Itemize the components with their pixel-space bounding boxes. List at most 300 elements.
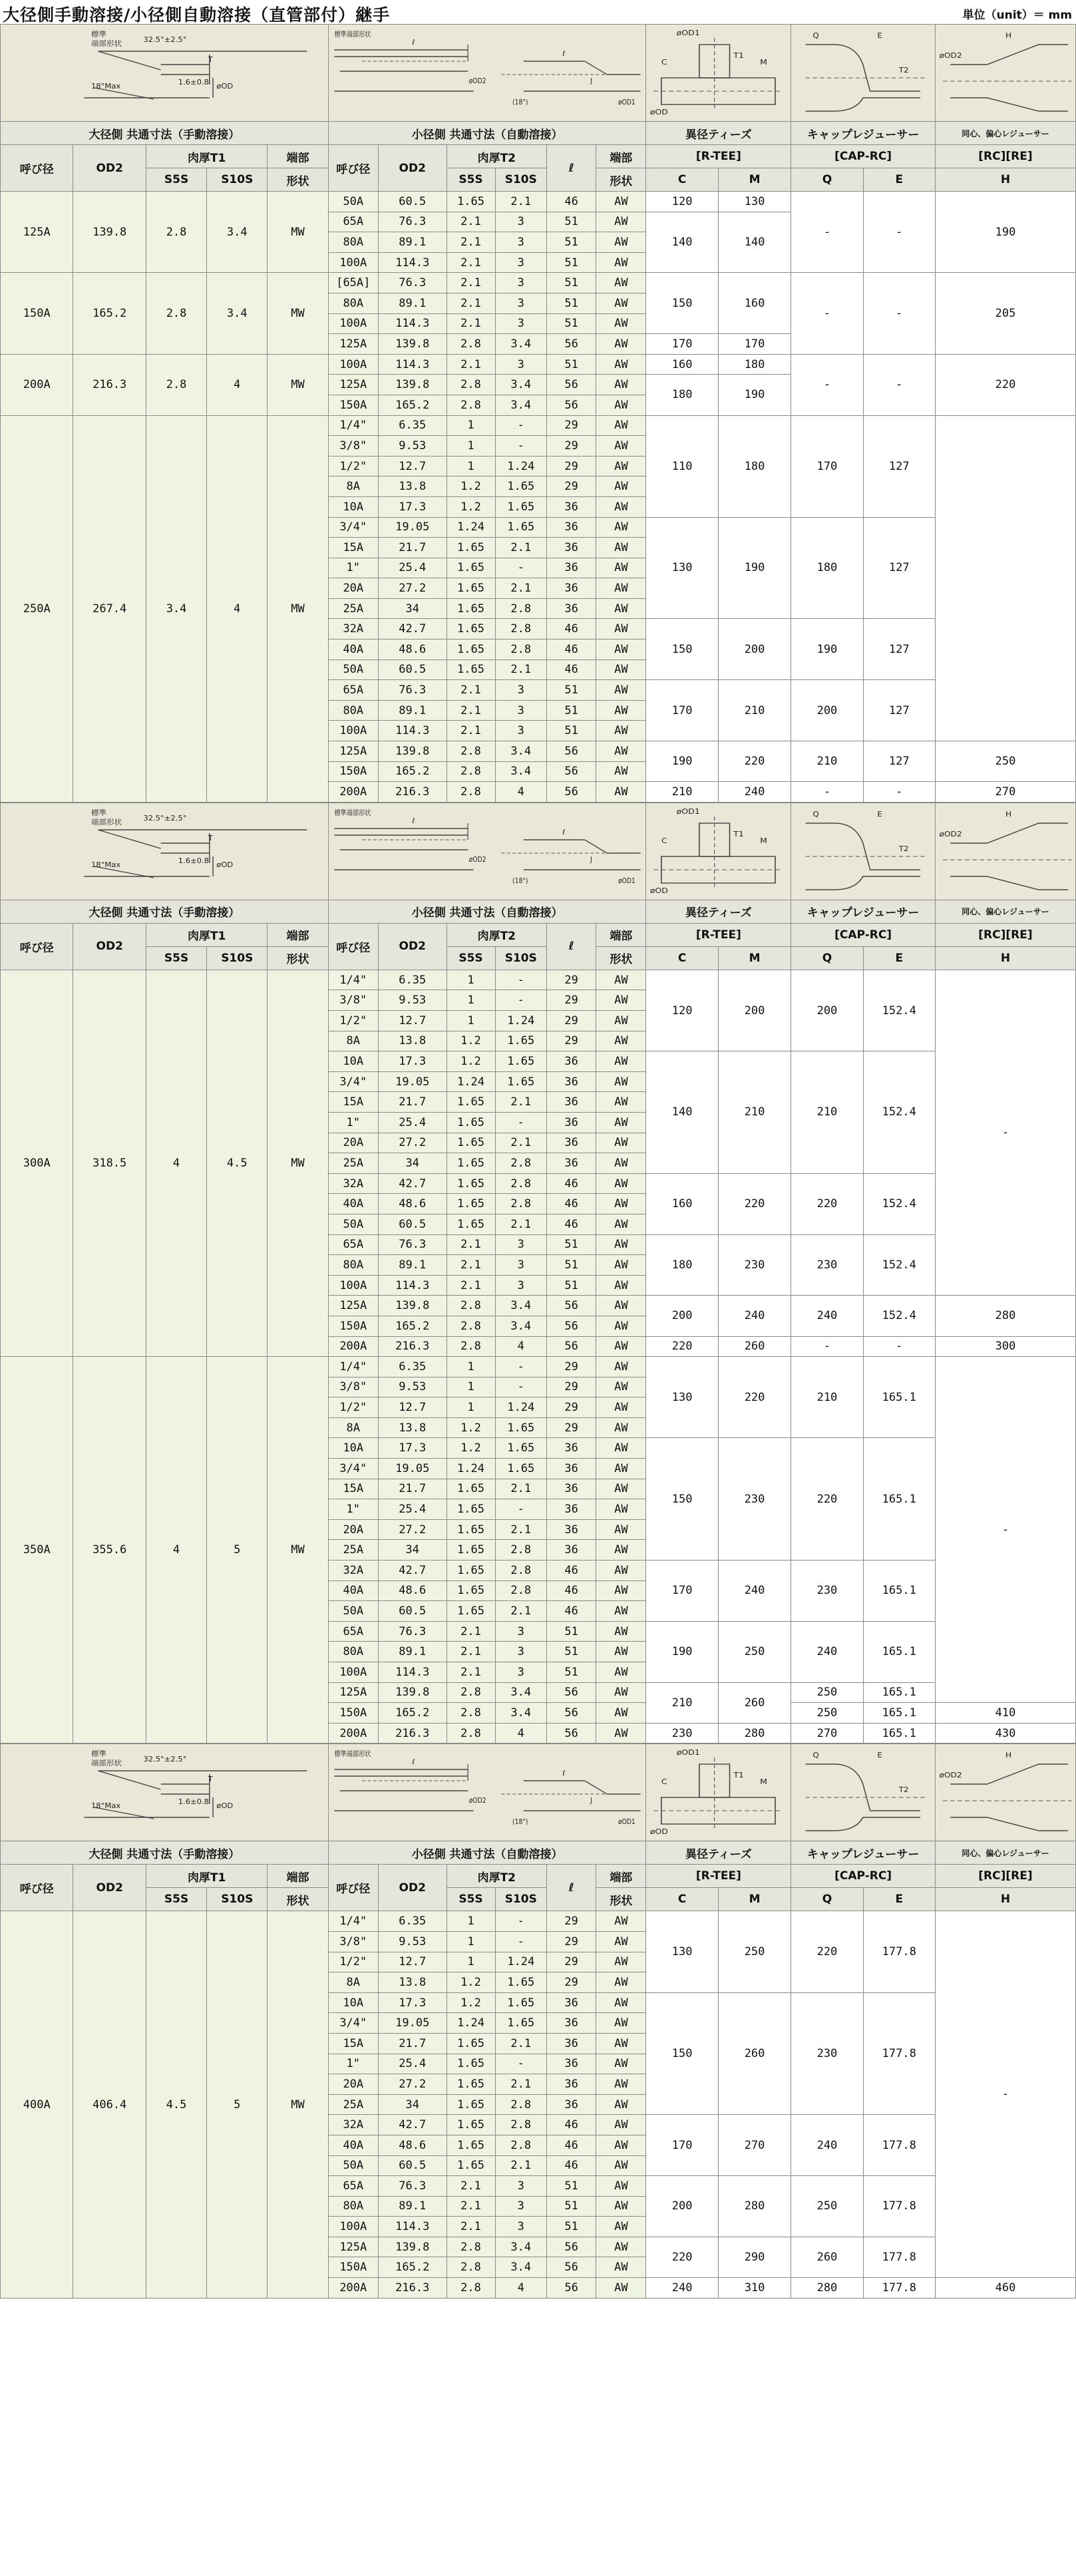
small-t2-s10s: 3.4 xyxy=(495,1682,547,1703)
cap-q: 210 xyxy=(791,1051,863,1174)
tee-m: 250 xyxy=(718,1911,791,1992)
cap-q: - xyxy=(791,782,863,803)
label-e: E xyxy=(877,1750,883,1760)
large-t1-s10s: 4 xyxy=(207,415,268,802)
small-nominal-size: 25A xyxy=(328,1153,378,1174)
small-end-shape: AW xyxy=(596,1723,646,1744)
small-length: 56 xyxy=(547,1703,596,1724)
small-nominal-size: 100A xyxy=(328,354,378,375)
label-end-shape: 端部形状 xyxy=(90,818,122,827)
label-od2-rc: øOD2 xyxy=(939,1770,962,1780)
small-od2: 42.7 xyxy=(378,1173,447,1194)
large-t1-s5s: 4 xyxy=(146,1357,206,1744)
e-header: E xyxy=(863,946,935,970)
small-end-shape: AW xyxy=(596,1336,646,1357)
small-end-shape: AW xyxy=(596,2278,646,2299)
cap-e: 177.8 xyxy=(863,2115,935,2176)
large-t1-s10s: 5 xyxy=(207,1911,268,2298)
small-length: 36 xyxy=(547,538,596,558)
table-row xyxy=(1,970,1076,990)
small-t2-s5s: 1.65 xyxy=(447,1580,495,1601)
label-t2: T2 xyxy=(899,1785,909,1795)
small-nominal-size: 3/4" xyxy=(328,517,378,538)
large-t1-s5s: 2.8 xyxy=(146,354,206,415)
reducer-code: [RC][RE] xyxy=(935,1865,1075,1888)
tee-c: 150 xyxy=(646,619,718,680)
small-t2-s5s: 1.2 xyxy=(447,1438,495,1459)
small-t2-s5s: 2.1 xyxy=(447,1662,495,1683)
label-l-1: ℓ xyxy=(412,39,415,47)
label-m: M xyxy=(760,836,768,845)
small-end-shape: AW xyxy=(596,659,646,680)
cap-e: 165.1 xyxy=(863,1682,935,1703)
label-t: T xyxy=(208,834,213,842)
small-nominal-size: 100A xyxy=(328,1662,378,1683)
cap-code: [CAP-RC] xyxy=(791,145,936,168)
small-od2: 216.3 xyxy=(378,1336,447,1357)
small-nominal-size: 20A xyxy=(328,1133,378,1153)
small-length: 29 xyxy=(547,1931,596,1952)
small-s5s-header: S5S xyxy=(447,168,495,192)
small-nominal-size: 8A xyxy=(328,1972,378,1993)
od2-header: OD2 xyxy=(73,145,146,192)
label-h: H xyxy=(1005,809,1012,819)
small-nominal-size: 1/4" xyxy=(328,1357,378,1378)
small-side-header: 小径側 共通寸法（自動溶接） xyxy=(328,900,646,923)
label-od-tee: øOD xyxy=(650,107,669,116)
tee-diagram-cell xyxy=(646,25,791,122)
small-end-shape: AW xyxy=(596,1417,646,1438)
small-end-shape: AW xyxy=(596,1397,646,1418)
small-od2: 114.3 xyxy=(378,721,447,741)
small-od2-header: OD2 xyxy=(378,1865,447,1911)
small-od2: 21.7 xyxy=(378,2033,447,2054)
small-length: 36 xyxy=(547,2074,596,2095)
tee-c: 150 xyxy=(646,273,718,334)
large-od2: 165.2 xyxy=(73,273,146,354)
label-q: Q xyxy=(812,31,819,40)
small-end-shape: AW xyxy=(596,1459,646,1479)
label-od1: øOD1 xyxy=(618,1818,635,1827)
h-header: H xyxy=(935,946,1075,970)
label-standard: 標準 xyxy=(90,809,107,817)
cap-e: - xyxy=(863,354,935,415)
small-t2-s5s: 2.1 xyxy=(447,1234,495,1255)
small-length: 36 xyxy=(547,1438,596,1459)
small-od2: 17.3 xyxy=(378,1438,447,1459)
tee-m: 260 xyxy=(718,1682,791,1723)
small-t2-s10s: 3.4 xyxy=(495,1703,547,1724)
tee-m: 270 xyxy=(718,2115,791,2176)
ell-header: ℓ xyxy=(547,1865,596,1911)
tee-diagram-cell xyxy=(646,1744,791,1841)
table-row xyxy=(1,1357,1076,1378)
small-nominal-size: 80A xyxy=(328,293,378,313)
header-row xyxy=(1,900,1076,923)
small-end-shape: AW xyxy=(596,1051,646,1072)
label-t: T xyxy=(208,55,213,64)
small-od2: 27.2 xyxy=(378,2074,447,2095)
small-length: 36 xyxy=(547,598,596,619)
small-length: 29 xyxy=(547,970,596,990)
small-t2-s10s: 1.65 xyxy=(495,476,547,497)
pipe-diagram-cell xyxy=(328,803,646,900)
small-t2-s5s: 1.65 xyxy=(447,1173,495,1194)
small-t2-s10s: 1.65 xyxy=(495,1972,547,1993)
label-l-2: ℓ xyxy=(562,50,565,59)
label-t1: T1 xyxy=(733,829,745,838)
small-od2: 165.2 xyxy=(378,1316,447,1336)
small-nominal-size: 100A xyxy=(328,252,378,273)
small-end-shape: AW xyxy=(596,395,646,415)
small-length: 56 xyxy=(547,761,596,782)
small-length: 36 xyxy=(547,1479,596,1499)
small-end-shape: AW xyxy=(596,2054,646,2074)
label-od2-rc: øOD2 xyxy=(939,51,962,60)
label-od: øOD xyxy=(216,860,234,869)
small-t2-s10s: 3.4 xyxy=(495,1296,547,1316)
label-od-tee: øOD xyxy=(650,886,669,895)
small-od2: 165.2 xyxy=(378,1703,447,1724)
cap-e: 127 xyxy=(863,680,935,741)
cap-q: 250 xyxy=(791,2176,863,2237)
reducer-h: - xyxy=(935,970,1075,1296)
small-nominal-size: 1/2" xyxy=(328,456,378,476)
small-length: 46 xyxy=(547,619,596,640)
small-t2-s5s: 2.8 xyxy=(447,1296,495,1316)
small-end-header: 端部 xyxy=(596,145,646,168)
small-t2-s10s: 3.4 xyxy=(495,375,547,395)
small-nominal-size: 32A xyxy=(328,1561,378,1581)
tee-diagram xyxy=(646,803,791,900)
small-s10s-header: S10S xyxy=(495,1888,547,1911)
small-t2-s10s: 2.8 xyxy=(495,2135,547,2155)
cap-q: 240 xyxy=(791,1621,863,1682)
tee-c: 210 xyxy=(646,1682,718,1723)
small-t2-s10s: 2.8 xyxy=(495,2094,547,2115)
label-t1: T1 xyxy=(733,51,745,60)
small-end-shape: AW xyxy=(596,990,646,1011)
label-angle: 32.5°±2.5° xyxy=(143,1755,187,1764)
small-t2-s5s: 2.8 xyxy=(447,1336,495,1357)
small-end-shape: AW xyxy=(596,375,646,395)
small-t2-s10s: 1.65 xyxy=(495,1992,547,2013)
small-end-shape: AW xyxy=(596,619,646,640)
cap-q: 240 xyxy=(791,1296,863,1336)
small-t2-s5s: 1.2 xyxy=(447,1417,495,1438)
label-od1: øOD1 xyxy=(618,98,635,107)
small-end-shape: AW xyxy=(596,578,646,599)
reducer-h: 205 xyxy=(935,273,1075,354)
small-t2-s5s: 1 xyxy=(447,436,495,457)
small-end-shape: AW xyxy=(596,1601,646,1622)
small-end-shape: AW xyxy=(596,1173,646,1194)
cap-e: 165.1 xyxy=(863,1438,935,1561)
large-nominal-size: 250A xyxy=(1,415,73,802)
label-od: øOD xyxy=(216,1801,234,1811)
small-od2: 21.7 xyxy=(378,538,447,558)
small-end-shape: AW xyxy=(596,1499,646,1520)
small-t2-s5s: 1.65 xyxy=(447,1540,495,1561)
cap-q: - xyxy=(791,354,863,415)
small-end-shape: AW xyxy=(596,1296,646,1316)
small-side-header: 小径側 共通寸法（自動溶接） xyxy=(328,1841,646,1865)
reducer-code: [RC][RE] xyxy=(935,923,1075,946)
tee-diagram xyxy=(646,1744,791,1841)
small-nominal-size: 32A xyxy=(328,1173,378,1194)
small-nominal-size: 1" xyxy=(328,1499,378,1520)
cap-e: 152.4 xyxy=(863,1296,935,1336)
small-end-shape: AW xyxy=(596,1357,646,1378)
small-nominal-size: 50A xyxy=(328,1214,378,1234)
cap-e: 152.4 xyxy=(863,1173,935,1234)
small-t2-s5s: 2.8 xyxy=(447,1703,495,1724)
spec-table xyxy=(0,24,1076,803)
small-end-shape: AW xyxy=(596,354,646,375)
large-t1-s5s: 4 xyxy=(146,970,206,1356)
small-t2-s5s: 2.1 xyxy=(447,354,495,375)
small-od2: 216.3 xyxy=(378,782,447,803)
label-od1-tee: øOD1 xyxy=(677,1748,701,1757)
small-length: 51 xyxy=(547,313,596,334)
cap-q: 220 xyxy=(791,1911,863,1992)
cap-e: 177.8 xyxy=(863,2278,935,2299)
label-j: J xyxy=(590,856,592,864)
pipe-diagram-cell xyxy=(328,1744,646,1841)
small-od2: 76.3 xyxy=(378,680,447,701)
small-t2-s5s: 1.65 xyxy=(447,1153,495,1174)
nominal-header: 呼び径 xyxy=(1,145,73,192)
small-end-shape: AW xyxy=(596,517,646,538)
small-length: 46 xyxy=(547,1601,596,1622)
tee-c: 110 xyxy=(646,415,718,517)
small-t2-s5s: 1.65 xyxy=(447,1561,495,1581)
small-end-shape: AW xyxy=(596,2196,646,2217)
small-length: 36 xyxy=(547,496,596,517)
small-length: 51 xyxy=(547,273,596,293)
small-t2-s5s: 1 xyxy=(447,1357,495,1378)
tee-code: [R-TEE] xyxy=(646,1865,791,1888)
small-t2-s5s: 2.1 xyxy=(447,1255,495,1276)
small-nominal-size: 32A xyxy=(328,619,378,640)
small-t2-s10s: - xyxy=(495,1931,547,1952)
small-od2: 6.35 xyxy=(378,1911,447,1932)
small-length: 56 xyxy=(547,395,596,415)
small-t2-s5s: 2.1 xyxy=(447,293,495,313)
header-row xyxy=(1,145,1076,168)
small-nominal-size: 80A xyxy=(328,1642,378,1662)
small-t2-s5s: 1.65 xyxy=(447,1214,495,1234)
small-nominal-size: 40A xyxy=(328,1194,378,1214)
tee-c: 150 xyxy=(646,1992,718,2115)
small-nominal-size: 15A xyxy=(328,1479,378,1499)
small-length: 36 xyxy=(547,1092,596,1113)
small-t2-s10s: 2.8 xyxy=(495,2115,547,2135)
large-nominal-size: 125A xyxy=(1,192,73,273)
small-length: 36 xyxy=(547,1112,596,1133)
cap-q: 220 xyxy=(791,1438,863,1561)
small-length: 46 xyxy=(547,1561,596,1581)
small-nominal-size: 200A xyxy=(328,2278,378,2299)
small-od2: 42.7 xyxy=(378,1561,447,1581)
small-t2-s5s: 1.65 xyxy=(447,1112,495,1133)
small-t2-s10s: 2.8 xyxy=(495,1540,547,1561)
label-std-end-shape: 標準端部形状 xyxy=(334,809,371,818)
cap-q: 180 xyxy=(791,517,863,619)
small-t2-s10s: 2.8 xyxy=(495,1173,547,1194)
label-range: 1.6±0.8 xyxy=(178,856,209,865)
small-od2: 60.5 xyxy=(378,659,447,680)
label-max: 18°Max xyxy=(90,1801,121,1811)
nominal-header: 呼び径 xyxy=(1,1865,73,1911)
tee-c: 230 xyxy=(646,1723,718,1744)
small-nominal-size: 1/4" xyxy=(328,1911,378,1932)
tee-c: 130 xyxy=(646,1911,718,1992)
small-length: 56 xyxy=(547,1336,596,1357)
small-end-shape: AW xyxy=(596,1703,646,1724)
small-length: 36 xyxy=(547,1499,596,1520)
small-od2: 114.3 xyxy=(378,354,447,375)
small-end-shape: AW xyxy=(596,1071,646,1092)
small-t2-s10s: 1.24 xyxy=(495,1011,547,1031)
small-t2-s5s: 1.65 xyxy=(447,619,495,640)
small-t2-s10s: 2.1 xyxy=(495,578,547,599)
small-t2-s5s: 1.65 xyxy=(447,1092,495,1113)
small-t2-s5s: 1.65 xyxy=(447,578,495,599)
small-t2-s10s: 1.65 xyxy=(495,1071,547,1092)
small-nominal-size: 8A xyxy=(328,1031,378,1051)
small-nominal-size: 150A xyxy=(328,761,378,782)
label-angle: 32.5°±2.5° xyxy=(143,35,187,44)
c-header: C xyxy=(646,946,718,970)
small-length: 46 xyxy=(547,1214,596,1234)
small-t2-s5s: 2.1 xyxy=(447,1621,495,1642)
small-od2: 19.05 xyxy=(378,1071,447,1092)
small-end-shape: AW xyxy=(596,1092,646,1113)
tee-m: 290 xyxy=(718,2237,791,2277)
end-shape-diagram xyxy=(1,803,328,900)
small-nominal-size: 10A xyxy=(328,1438,378,1459)
tee-c: 220 xyxy=(646,2237,718,2277)
cap-q: - xyxy=(791,192,863,273)
small-s10s-header: S10S xyxy=(495,168,547,192)
diagram-row xyxy=(1,803,1076,900)
small-nominal-size: 15A xyxy=(328,538,378,558)
m-header: M xyxy=(718,168,791,192)
diagram-row xyxy=(1,25,1076,122)
small-length: 36 xyxy=(547,578,596,599)
small-t2-s5s: 1.65 xyxy=(447,659,495,680)
small-end-shape: AW xyxy=(596,1316,646,1336)
label-c: C xyxy=(661,57,668,67)
cap-q: 230 xyxy=(791,1561,863,1622)
page-header xyxy=(0,0,1076,24)
small-end-shape: AW xyxy=(596,1519,646,1540)
reducer-h: 300 xyxy=(935,1336,1075,1357)
small-nominal-size: 125A xyxy=(328,741,378,762)
small-t2-s5s: 1.24 xyxy=(447,517,495,538)
small-od2: 114.3 xyxy=(378,1275,447,1296)
small-t2-s10s: - xyxy=(495,2054,547,2074)
small-end-shape: AW xyxy=(596,1931,646,1952)
end-shape-diagram-cell xyxy=(1,25,329,122)
small-end-shape: AW xyxy=(596,2135,646,2155)
cap-e: 177.8 xyxy=(863,2237,935,2277)
small-od2: 139.8 xyxy=(378,1682,447,1703)
small-nominal-size: 3/4" xyxy=(328,2013,378,2034)
large-side-header: 大径側 共通寸法（手動溶接） xyxy=(1,1841,329,1865)
ell-header: ℓ xyxy=(547,923,596,970)
small-length: 36 xyxy=(547,1133,596,1153)
spec-table xyxy=(0,1744,1076,2298)
large-end-shape: MW xyxy=(268,970,328,1356)
small-end-shape: AW xyxy=(596,1377,646,1397)
table-row xyxy=(1,192,1076,212)
small-od2: 9.53 xyxy=(378,1931,447,1952)
small-od2: 139.8 xyxy=(378,375,447,395)
small-od2: 17.3 xyxy=(378,496,447,517)
large-end-shape: MW xyxy=(268,1911,328,2298)
large-od2: 406.4 xyxy=(73,1911,146,2298)
reducer-h: 460 xyxy=(935,2278,1075,2299)
small-t2-s5s: 2.8 xyxy=(447,1316,495,1336)
cap-code: [CAP-RC] xyxy=(791,1865,936,1888)
small-end-shape: AW xyxy=(596,538,646,558)
small-length: 56 xyxy=(547,2278,596,2299)
small-length: 46 xyxy=(547,1580,596,1601)
label-h: H xyxy=(1005,31,1012,40)
tee-header: 異径ティーズ xyxy=(646,900,791,923)
tee-m: 170 xyxy=(718,334,791,355)
cap-e: 127 xyxy=(863,741,935,782)
label-e: E xyxy=(877,809,883,819)
small-length: 51 xyxy=(547,232,596,253)
small-end-shape: AW xyxy=(596,476,646,497)
tee-header: 異径ティーズ xyxy=(646,122,791,145)
small-length: 51 xyxy=(547,680,596,701)
tee-c: 160 xyxy=(646,354,718,375)
small-t2-s5s: 1.2 xyxy=(447,496,495,517)
cap-e: 127 xyxy=(863,415,935,517)
tee-header: 異径ティーズ xyxy=(646,1841,791,1865)
reducer-diagram xyxy=(936,1744,1075,1841)
label-h: H xyxy=(1005,1750,1012,1760)
small-nominal-size: [65A] xyxy=(328,273,378,293)
cap-q: 170 xyxy=(791,415,863,517)
small-t2-s5s: 1.24 xyxy=(447,1459,495,1479)
t2-header: 肉厚T2 xyxy=(447,145,547,168)
cap-code: [CAP-RC] xyxy=(791,923,936,946)
small-end-shape: AW xyxy=(596,313,646,334)
small-end-shape: AW xyxy=(596,1911,646,1932)
label-18: (18°) xyxy=(512,98,528,107)
cap-q: 200 xyxy=(791,970,863,1051)
label-max: 18°Max xyxy=(90,82,121,91)
small-length: 46 xyxy=(547,192,596,212)
small-od2: 13.8 xyxy=(378,1972,447,1993)
small-end-shape: AW xyxy=(596,2033,646,2054)
small-od2: 216.3 xyxy=(378,1723,447,1744)
small-length: 56 xyxy=(547,334,596,355)
tee-c: 240 xyxy=(646,2278,718,2299)
small-nominal-size: 1" xyxy=(328,558,378,578)
small-t2-s10s: 1.65 xyxy=(495,1438,547,1459)
label-l-2: ℓ xyxy=(562,828,565,837)
cap-e: 165.1 xyxy=(863,1703,935,1724)
small-t2-s10s: 1.65 xyxy=(495,1459,547,1479)
small-end-shape: AW xyxy=(596,1214,646,1234)
large-t1-s10s: 4.5 xyxy=(207,970,268,1356)
